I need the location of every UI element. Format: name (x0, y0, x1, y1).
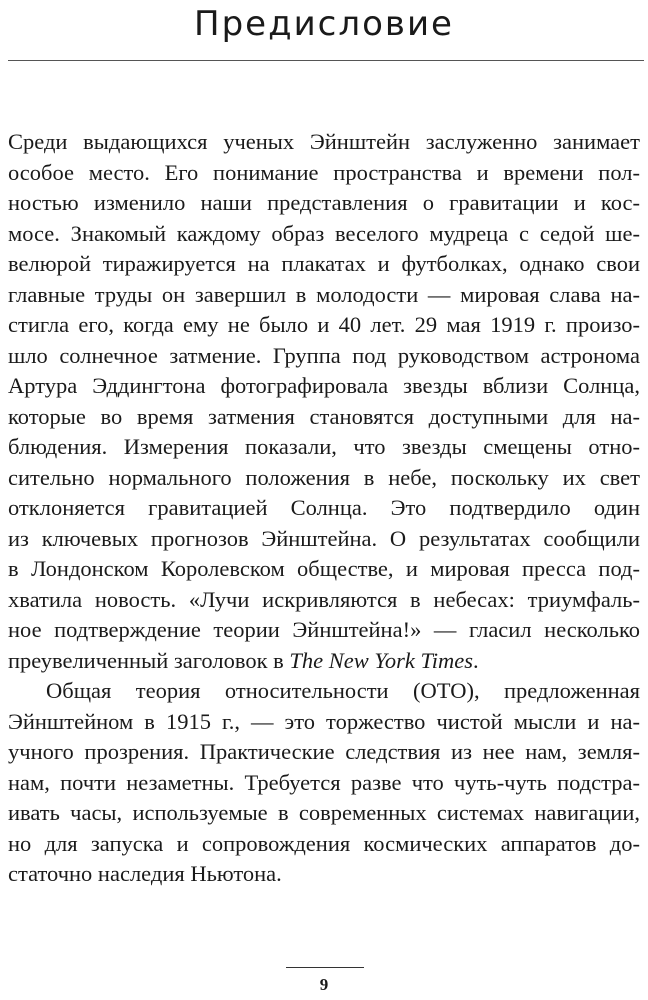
text-line: статочно наследия Ньютона. (8, 861, 282, 886)
text-line: ное подтверждение теории Эйнштейна!» — гласил несколько (8, 617, 640, 642)
text-line: из ключевых прогнозов Эйнштейна. О результатах сообщили (8, 525, 640, 551)
text-line: Эйнштейном в 1915 г., — это торжество чистой мысли и на- (8, 708, 640, 734)
newspaper-title: The New York Times (289, 647, 473, 673)
text-line: блюдения. Измерения показали, что звезды смещены отно- (8, 434, 640, 459)
page-title: Предисловие (194, 4, 454, 44)
page-number: 9 (319, 975, 329, 994)
text-line: но для запуска и сопровождения космических аппаратов до- (8, 830, 640, 856)
paragraph-2 (8, 676, 640, 890)
text-line: Артура Эддингтона фотографировала звезды вблизи Солнца, (8, 373, 640, 398)
text-line: учного прозрения. Практические следствия из нее нам, земля- (8, 739, 640, 764)
text-fragment: . (472, 647, 479, 673)
text-line: Среди выдающихся ученых Эйнштейн заслуженно занимает (8, 129, 640, 154)
title-divider (8, 60, 644, 61)
text-line: в Лондонском Королевском обществе, и мировая пресса под- (8, 556, 640, 581)
text-line: отклоняется гравитацией Солнца. Это подтвердило один (8, 495, 640, 520)
text-line-last (8, 646, 640, 677)
text-line: особое место. Его понимание пространства и времени пол- (8, 159, 640, 185)
body-text (8, 127, 640, 890)
text-line: главные труды он завершил в молодости — мировая слава на- (8, 281, 640, 307)
text-line: шло солнечное затмение. Группа под руководством астронома (8, 342, 640, 368)
text-line: велюрой тиражируется на плакатах и футболках, однако свои (8, 251, 640, 276)
text-line: ностью изменило наши представления о гравитации и кос- (8, 190, 640, 215)
text-line: хватила новость. «Лучи искривляются в небесах: триумфаль- (8, 586, 640, 612)
footer-divider (286, 967, 364, 968)
text-line: сительно нормального положения в небе, поскольку их свет (8, 464, 640, 490)
text-line: стигла его, когда ему не было и 40 лет. 29 мая 1919 г. произо- (8, 312, 640, 337)
text-line: мосе. Знакомый каждому образ веселого мудреца с седой ше- (8, 220, 640, 246)
text-fragment: преувеличенный заголовок в (8, 647, 290, 673)
paragraph-1 (8, 127, 640, 676)
text-line: ивать часы, используемые в современных системах навигации, (8, 800, 640, 825)
text-line: Общая теория относительности (ОТО), предложенная (46, 678, 640, 703)
text-line: которые во время затмения становятся доступными для на- (8, 403, 640, 429)
text-line: нам, почти незаметны. Требуется разве что чуть-чуть подстра- (8, 769, 640, 795)
